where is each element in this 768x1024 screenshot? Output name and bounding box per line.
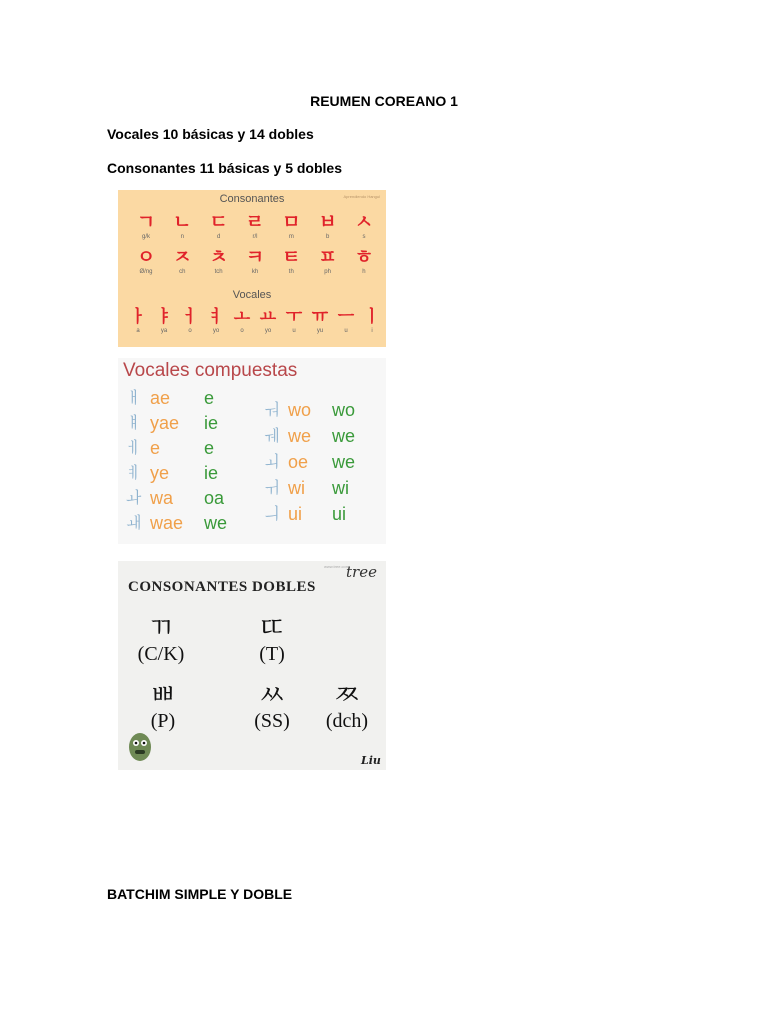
- vowel-cell: ㅛ yo: [259, 307, 277, 334]
- image-url: www.tree.com: [324, 564, 350, 569]
- compound-vowel-item: ㅟ wi wi: [264, 478, 349, 498]
- compound-vowel-item: ㅘ wa oa: [126, 488, 225, 508]
- vowel-cell: ㅑ ya: [155, 307, 173, 334]
- vowels-heading: Vocales: [232, 289, 272, 301]
- vowel-cell: ㅣ i: [363, 307, 381, 334]
- vowels-summary: Vocales 10 básicas y 14 dobles: [107, 126, 314, 142]
- vowel-cell: ㅠ yu: [311, 307, 329, 334]
- consonant-cell: ㄹ r/l: [245, 211, 265, 240]
- compound-vowel-item: ㅐ ae e: [126, 388, 215, 408]
- double-consonants-chart: [118, 561, 386, 770]
- consonant-cell: ㄱ g/k: [136, 211, 156, 240]
- double-consonants-title: CONSONANTES DOBLES: [128, 579, 316, 595]
- signature: Liu: [361, 754, 381, 767]
- consonants-heading: Consonantes: [219, 193, 285, 205]
- double-consonant-item: ㄲ (C/K): [137, 611, 185, 665]
- consonant-row-2: [130, 247, 380, 276]
- chart-credit: Aprendiendo Hangul: [343, 194, 380, 199]
- consonant-cell: ㅈ ch: [173, 246, 192, 275]
- consonant-cell: ㅂ b: [318, 211, 337, 240]
- double-consonant-item: ㅃ (P): [149, 678, 177, 732]
- compound-vowel-item: ㅖ ye ie: [126, 463, 219, 483]
- double-consonant-item: ㄸ (T): [258, 611, 286, 665]
- tree-logo: tree: [346, 563, 377, 581]
- vowel-cell: ㅜ u: [285, 307, 303, 334]
- consonant-cell: ㅇ Ø/ng: [136, 246, 156, 275]
- consonant-cell: ㅌ th: [282, 246, 301, 275]
- compound-vowel-item: ㅙ wae we: [126, 513, 228, 533]
- consonant-cell: ㄴ n: [173, 211, 192, 240]
- consonant-cell: ㅊ tch: [209, 246, 228, 275]
- batchim-heading: BATCHIM SIMPLE Y DOBLE: [107, 886, 293, 902]
- compound-vowel-item: ㅝ wo wo: [264, 400, 356, 420]
- document-title: REUMEN COREANO 1: [310, 93, 458, 109]
- vowel-cell: ㅕ yo: [207, 307, 225, 334]
- compound-vowels-chart: [118, 358, 386, 544]
- hangul-basic-chart: [118, 190, 386, 347]
- vowel-cell: ㅓ o: [181, 307, 199, 334]
- compound-vowel-item: ㅒ yae ie: [126, 413, 219, 433]
- double-consonant-item: ㅆ (SS): [254, 678, 290, 732]
- vowel-cell: ㅡ u: [337, 307, 355, 334]
- double-consonant-item: ㅉ (dch): [325, 678, 369, 732]
- monster-mascot-icon: [126, 729, 154, 763]
- consonant-cell: ㅋ kh: [245, 246, 265, 275]
- consonant-cell: ㅎ h: [354, 246, 374, 275]
- compound-vowel-item: ㅔ e e: [126, 438, 215, 458]
- compound-vowel-item: ㅢ ui ui: [264, 504, 347, 524]
- consonant-cell: ㅍ ph: [318, 246, 337, 275]
- vowel-cell: ㅗ o: [233, 307, 251, 334]
- vowel-cell: ㅏ a: [129, 307, 147, 334]
- compound-vowel-item: ㅞ we we: [264, 426, 356, 446]
- consonant-cell: ㅅ s: [354, 211, 374, 240]
- compound-vowel-item: ㅚ oe we: [264, 452, 356, 472]
- consonant-cell: ㅁ m: [282, 211, 301, 240]
- compound-vowels-title: Vocales compuestas: [123, 360, 298, 381]
- consonant-cell: ㄷ d: [209, 211, 228, 240]
- vowel-row: [126, 307, 384, 335]
- consonants-summary: Consonantes 11 básicas y 5 dobles: [107, 160, 342, 176]
- consonant-row-1: [130, 212, 380, 241]
